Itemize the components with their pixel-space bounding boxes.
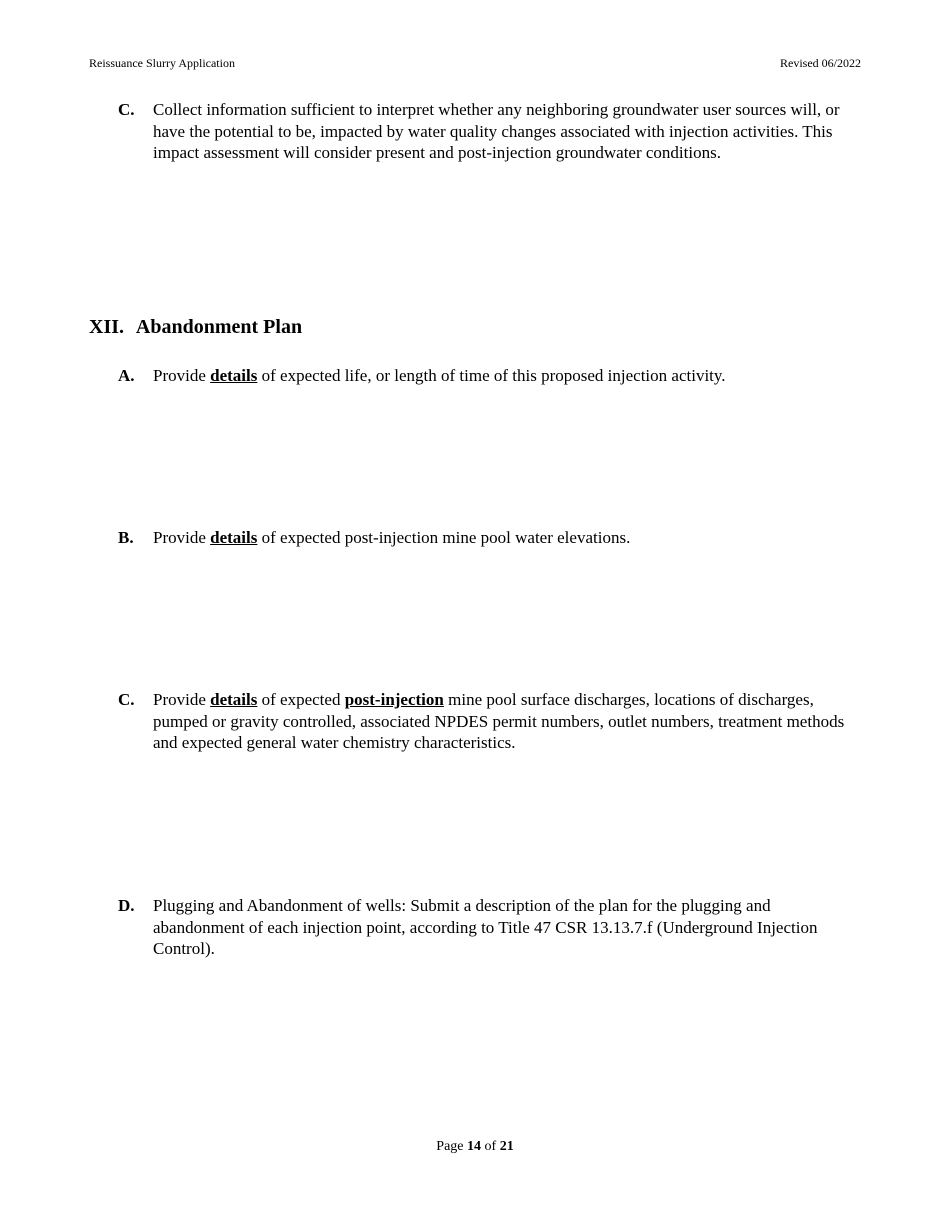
header-document-title: Reissuance Slurry Application <box>89 56 235 70</box>
item-a-expected-life <box>118 365 848 387</box>
emphasis-post-injection: post-injection <box>344 690 444 709</box>
item-text: Plugging and Abandonment of wells: Submit a description of the plan for the plugging and abandonment of each injection point, according to Title 47 CSR 13.13.7.f (Underground Injection Control). <box>153 896 818 958</box>
item-text <box>153 527 848 549</box>
emphasis-details: details <box>210 528 258 547</box>
page-footer <box>0 1138 950 1156</box>
footer-page-number: 14 <box>467 1139 482 1154</box>
item-letter: C. <box>118 100 135 119</box>
item-text-post: of expected life, or length of time of this proposed injection activity. <box>257 366 726 385</box>
item-text-pre: Provide <box>153 690 211 709</box>
section-heading <box>89 314 302 340</box>
footer-page-total: 21 <box>499 1139 514 1154</box>
footer-page-word: Page <box>436 1139 464 1154</box>
item-text <box>153 689 848 754</box>
item-d-plugging-abandonment <box>118 895 848 960</box>
item-text-post: mine pool surface discharges, locations of discharges, pumped or gravity controlled, associated NPDES permit numbers, outlet numbers, treatment methods and expected general water chemistry characteristics. <box>153 690 845 752</box>
item-letter: D. <box>118 896 135 915</box>
item-text-mid: of expected <box>257 690 345 709</box>
item-text-pre: Provide <box>153 528 211 547</box>
item-text-pre: Provide <box>153 366 211 385</box>
item-b-water-elevations <box>118 527 848 549</box>
footer-of-word: of <box>484 1139 497 1154</box>
emphasis-details: details <box>210 690 258 709</box>
item-c-surface-discharges <box>118 689 848 754</box>
header-revision-date: Revised 06/2022 <box>780 56 861 70</box>
section-number: XII. <box>89 316 125 338</box>
item-letter: C. <box>118 690 135 709</box>
item-letter: B. <box>118 528 134 547</box>
section-title: Abandonment Plan <box>135 316 303 338</box>
item-c-groundwater-impact <box>118 99 848 164</box>
item-letter: A. <box>118 366 135 385</box>
item-text <box>153 365 848 387</box>
item-text-post: of expected post-injection mine pool water elevations. <box>257 528 631 547</box>
emphasis-details: details <box>210 366 258 385</box>
item-text: Collect information sufficient to interpret whether any neighboring groundwater user sources will, or have the potential to be, impacted by water quality changes associated with injection activities. This impact assessment will consider present and post-injection groundwater conditions. <box>153 100 840 162</box>
